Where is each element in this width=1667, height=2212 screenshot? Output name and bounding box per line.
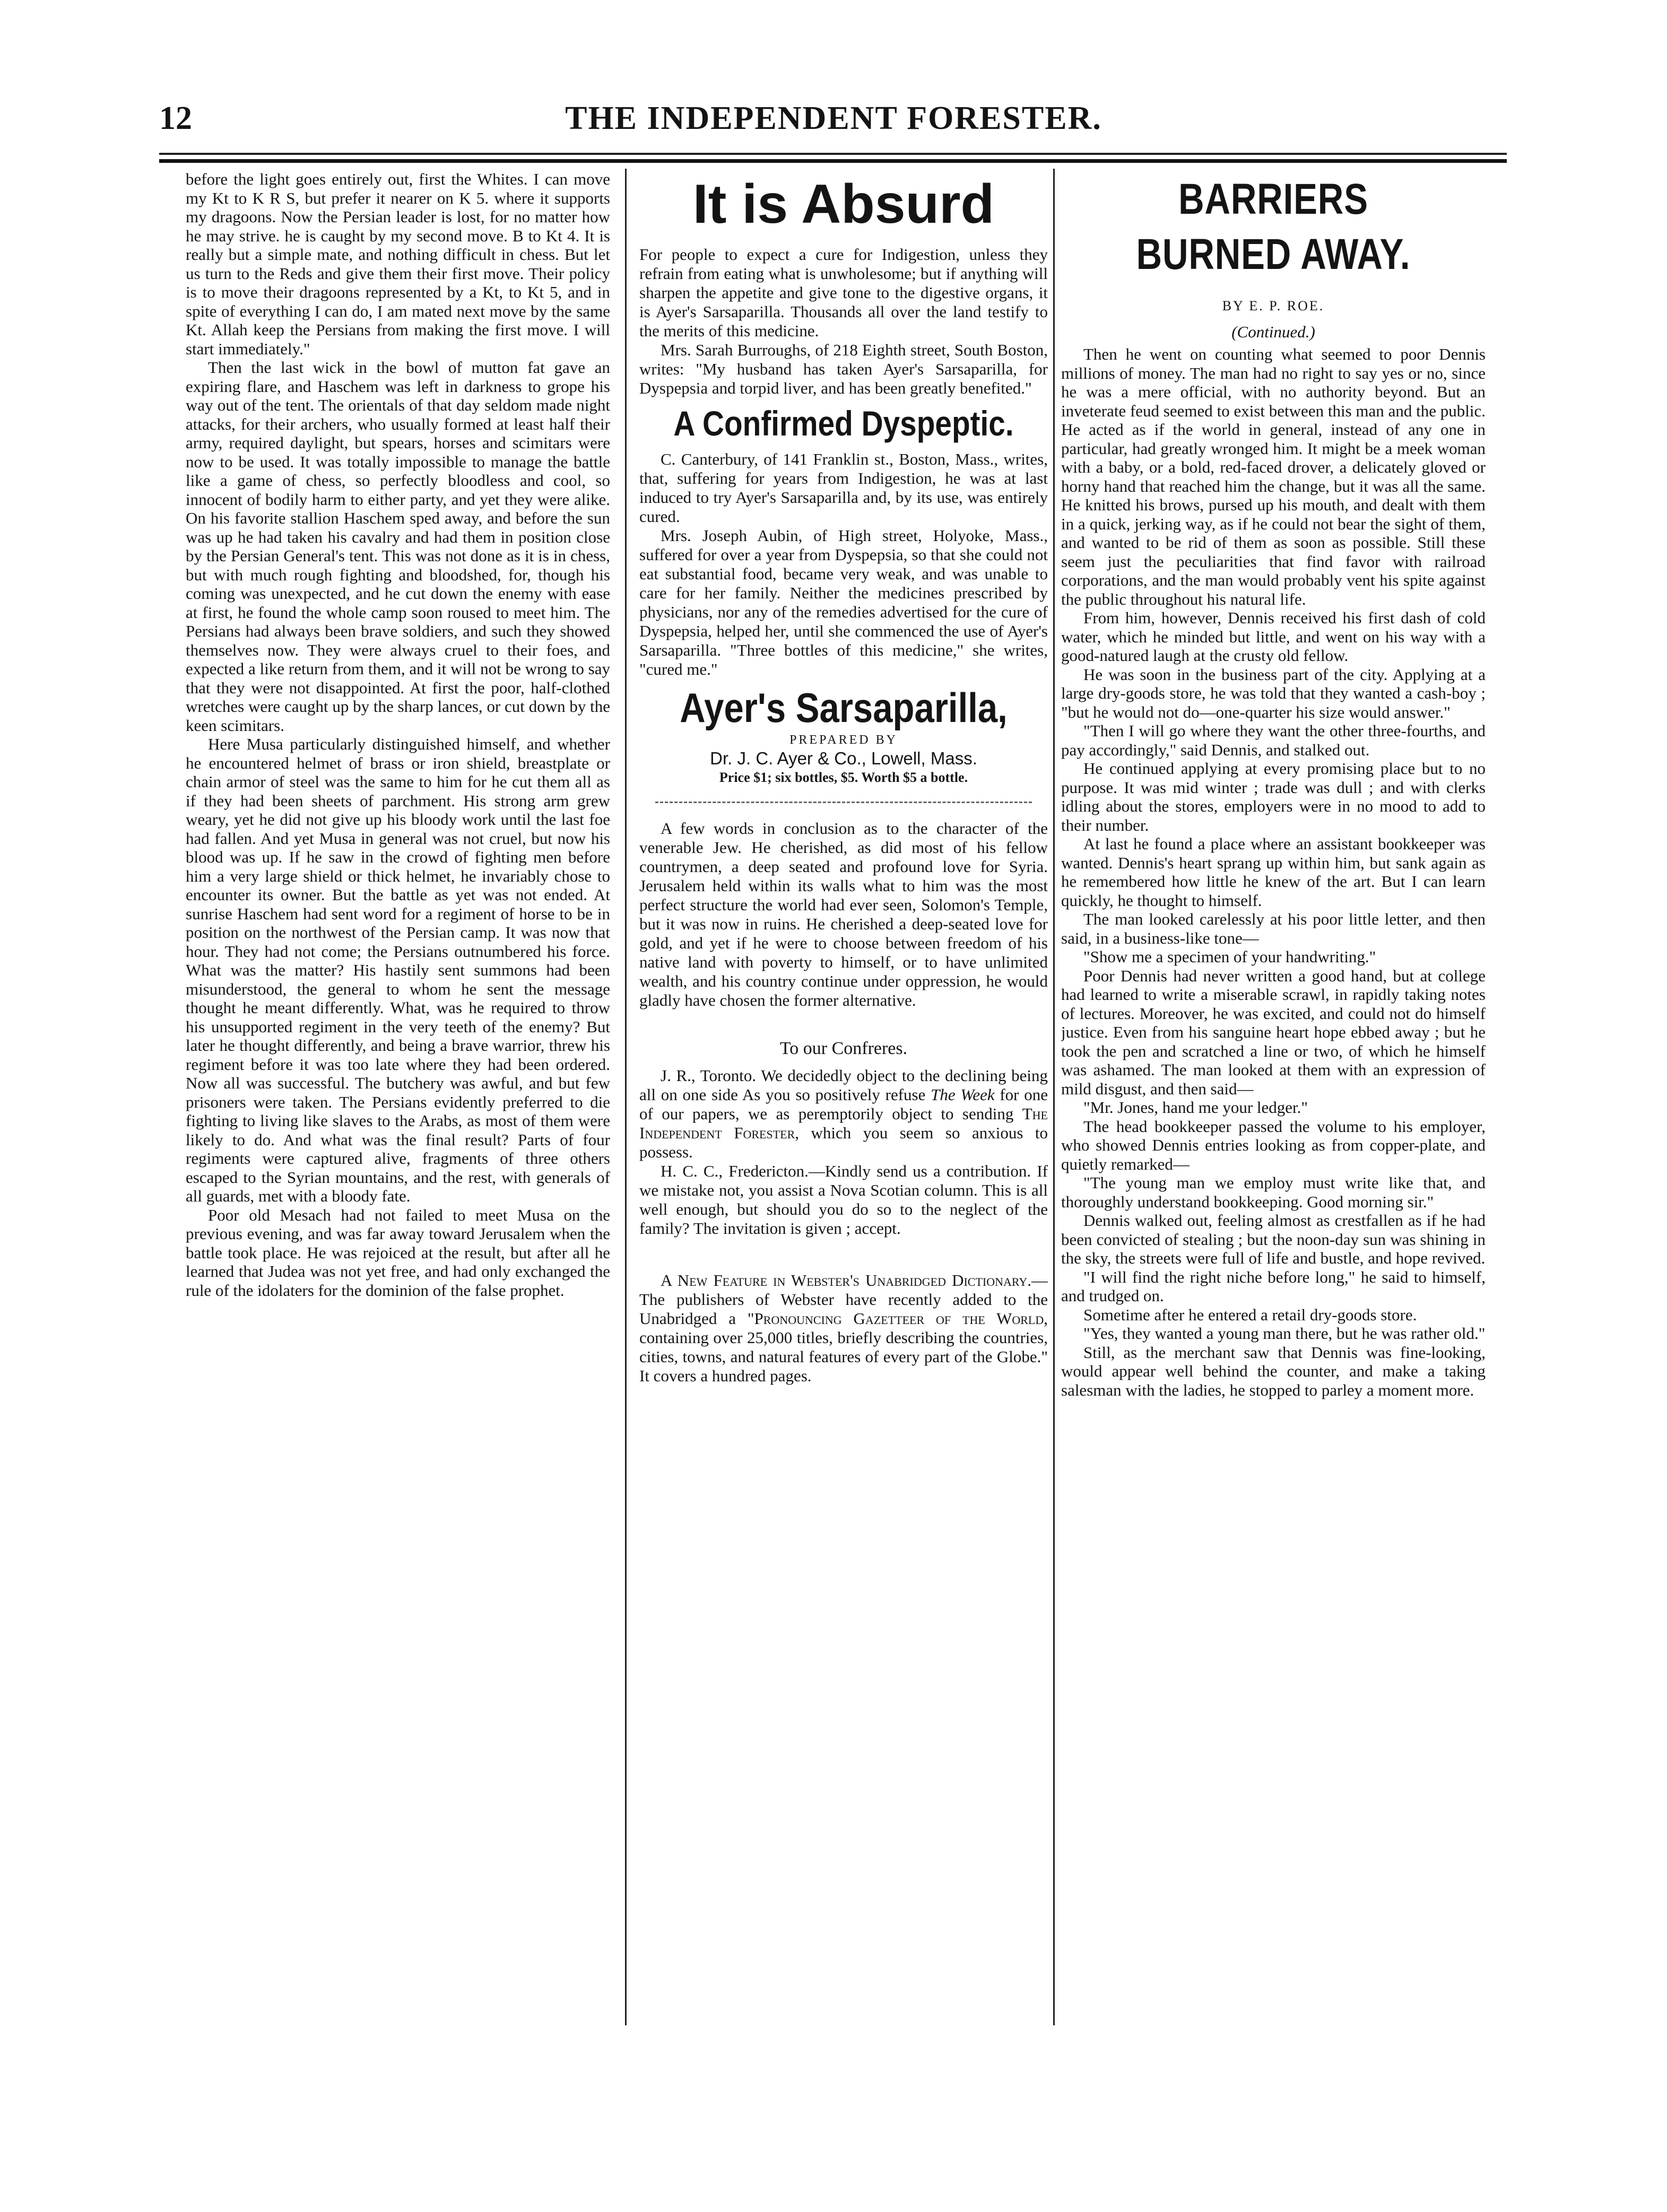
header-rule	[159, 153, 1507, 155]
column-divider	[625, 169, 627, 2025]
serial-paragraph: "Mr. Jones, hand me your ledger."	[1083, 1098, 1308, 1117]
ad-manufacturer: Dr. J. C. Ayer & Co., Lowell, Mass.	[710, 748, 977, 768]
ad-headline: It is Absurd	[692, 173, 995, 235]
serial-paragraph: At last he found a place where an assistant bookkeeper was wanted. Dennis's heart sprang up within him, but sank again as he remembered how little he knew of the art. But I can learn quickly, he thought to himself.	[1061, 834, 1486, 910]
webster-notice: A New Feature in Webster's Unabridged Dictionary.—The publishers of Webster have recently added to the Unabridged a "Pronouncing Gazetteer of the World, containing over 25,000 titles, briefly describing the countries, cities, towns, and natural features of every part of the Globe." It covers a hundred pages.	[639, 1271, 1048, 1385]
confreres-note: J. R., Toronto. We decidedly object to the declining being all on one side As you so positively refuse The Week for one of our papers, we as peremptorily object to sending The Independent Forester, which you seem so anxious to possess.	[639, 1066, 1048, 1161]
story-paragraph: before the light goes entirely out, first the Whites. I can move my Kt to K R S, but prefer it nearer on K 5. where it supports my dragoons. Now the Persian leader is lost, for no matter how he may strive. he is caught by my second move. B to Kt 4. It is really but a simple mate, and nothing difficult in chess. But let us turn to the Reds and give them their first move. Their policy is to move their dragoons represented by a Kt, to Kt 5, and in spite of everything I can do, I am mated next move by the same Kt. Allah keep the Persians from making the first move. I will start immediately."	[186, 170, 610, 358]
serial-paragraph: Sometime after he entered a retail dry-goods store.	[1083, 1305, 1417, 1324]
confreres-note: H. C. C., Fredericton.—Kindly send us a contribution. If we mistake not, you assist a Nova Scotian column. This is all well enough, but should you do so to the neglect of the family? The invitation is given ; accept.	[639, 1162, 1048, 1238]
page-number: 12	[159, 100, 192, 136]
ad-price: Price $1; six bottles, $5. Worth $5 a bottle.	[719, 770, 968, 785]
serial-paragraph: He continued applying at every promising place but to no purpose. It was mid winter ; trade was dull ; and with clerks idling about the stores, employers were in no mood to add to their number.	[1061, 759, 1486, 834]
serial-title: BARRIERS BURNED AWAY.	[1136, 175, 1411, 278]
story-column	[186, 170, 610, 2026]
serial-paragraph: "The young man we employ must write like that, and thoroughly understand bookkeeping. Good morning sir."	[1061, 1173, 1486, 1211]
sarsaparilla-advertisement	[639, 173, 1048, 786]
serial-paragraph: From him, however, Dennis received his first dash of cold water, which he minded but little, and went on his way with a good-natured laugh at the crusty old fellow.	[1061, 608, 1486, 665]
byline: BY E. P. ROE.	[1222, 298, 1325, 313]
serial-paragraph: The man looked carelessly at his poor little letter, and then said, in a business-like tone—	[1061, 910, 1486, 947]
serial-paragraph: "I will find the right niche before long," he said to himself, and trudged on.	[1061, 1267, 1486, 1305]
publication-title: The Week	[931, 1085, 995, 1104]
story-paragraph: Then the last wick in the bowl of mutton fat gave an expiring flare, and Haschem was left in darkness to grope his way out of the tent. The orientals of that day seldom made night attacks, for their archers, who usually formed at least half their army, required daylight, but spears, horses and scimitars were now to be used. It was totally impossible to manage the battle like a game of chess, so perfectly bloodless and cool, so innocent of bodily harm to either party, and yet they were alike. On his favorite stallion Haschem sped away, and before the sun was up he had taken his cavalry and had them in position close by the Persian General's tent. This was not done as it is in chess, but with much rough fighting and bloodshed, for, though his coming was unexpected, and he cut down the enemy with ease at first, he found the whole camp soon roused to meet him. The Persians had always been brave soldiers, and such they showed themselves now. They were always cruel to their foes, and expected a like return from them, and it will not be wrong to say that they were not disappointed. At first the poor, half-clothed wretches were caught up by the sharp lances, or cut down by the keen scimitars.	[186, 358, 610, 735]
serial-paragraph: "Then I will go where they want the other three-fourths, and pay accordingly," said Dennis, and stalked out.	[1061, 721, 1486, 759]
middle-column	[639, 170, 1048, 2026]
ad-subheadline: A Confirmed Dyspeptic.	[673, 404, 1014, 443]
header-rule-thick	[159, 159, 1507, 163]
ad-paragraph: Mrs. Sarah Burroughs, of 218 Eighth street, South Boston, writes: "My husband has taken Ayer's Sarsaparilla, for Dyspepsia and torpid liver, and has been greatly benefited."	[639, 341, 1048, 397]
confreres-heading: To our Confreres.	[779, 1039, 908, 1058]
ad-paragraph: Mrs. Joseph Aubin, of High street, Holyoke, Mass., suffered for over a year from Dyspepsia, so that she could not eat substantial food, became very weak, and was unable to care for her family. Neither the medicines prescribed by physicians, nor any of the remedies advertised for the cure of Dyspepsia, helped her, until she commenced the use of Ayer's Sarsaparilla. "Three bottles of this medicine," she writes, "cured me."	[639, 526, 1048, 678]
serial-paragraph: Then he went on counting what seemed to poor Dennis millions of money. The man had no right to say yes or no, since he was a mere official, with no authority beyond. But an inveterate feud seemed to exist between this man and the public. He acted as if the world in general, instead of any one in particular, had greatly wronged him. It might be a meek woman with a baby, or a bold, red-faced drover, a delicately gloved or horny hand that reached him the change, but it was all the same. He knitted his brows, pursed up his mouth, and dealt with them in a quick, jerking way, as if he could not bear the sight of them, and wanted to be rid of them as soon as possible. Still these seem just the peculiarities that find favor with railroad corporations, and the man would probably vent his spite against the public throughout his natural life.	[1061, 345, 1486, 608]
section-separator	[655, 802, 1032, 803]
column-divider	[1053, 169, 1055, 2025]
serial-paragraph: Dennis walked out, feeling almost as crestfallen as if he had been convicted of stealing ; but the noon-day sun was shining in the sky, the streets were full of life and bustle, and hope revived.	[1061, 1211, 1486, 1267]
notice-lead: A New Feature in Webster's Unabridged Dictionary.	[661, 1271, 1031, 1290]
serial-column	[1061, 170, 1486, 2026]
serial-paragraph: He was soon in the business part of the city. Applying at a large dry-goods store, he was told that they wanted a cash-boy ; "but he would not do—one-quarter his size would answer."	[1061, 665, 1486, 721]
serial-paragraph: "Show me a specimen of your handwriting."	[1083, 947, 1376, 966]
conclusion-paragraph: A few words in conclusion as to the character of the venerable Jew. He cherished, as did most of his fellow countrymen, a deep seated and profound love for Syria. Jerusalem held within its walls what to him was the most perfect structure the world had ever seen, Solomon's Temple, but it was now in ruins. He cherished a deep-seated love for gold, and yet if he were to choose between freedom of his native land with poverty to himself, or to have unlimited wealth, and his country continue under oppression, he would gladly have chosen the former alternative.	[639, 819, 1048, 1009]
serial-paragraph: Still, as the merchant saw that Dennis was fine-looking, would appear well behind the counter, and make a taking salesman with the ladies, he stopped to parley a moment more.	[1061, 1343, 1486, 1399]
continued-label: (Continued.)	[1231, 323, 1315, 341]
publication-title: The Independent Forester	[639, 1104, 1048, 1142]
ad-prepared-by: PREPARED BY	[789, 733, 898, 747]
serial-paragraph: Poor Dennis had never written a good hand, but at college had learned to write a miserable scrawl, in rapidly taking notes of lectures. Moreover, he was excited, and could not do himself justice. Even from his sanguine heart hope ebbed away ; but he took the pen and scratched a line or two, of which he himself was ashamed. The man looked at them with an expression of mild disgust, and then said—	[1061, 966, 1486, 1098]
serial-paragraph: "Yes, they wanted a young man there, but he was rather old."	[1083, 1324, 1486, 1343]
story-paragraph: Poor old Mesach had not failed to meet Musa on the previous evening, and was far away toward Jerusalem when the battle took place. He was rejoiced at the result, but after all he learned that Judea was not yet free, and had only exchanged the rule of the idolaters for the dominion of the false prophet.	[186, 1205, 610, 1300]
ad-paragraph: C. Canterbury, of 141 Franklin st., Boston, Mass., writes, that, suffering for years from Indigestion, he was at last induced to try Ayer's Sarsaparilla and, by its use, was entirely cured.	[639, 450, 1048, 526]
serial-paragraph: The head bookkeeper passed the volume to his employer, who showed Dennis entries looking as from copper-plate, and quietly remarked—	[1061, 1117, 1486, 1173]
ad-paragraph: For people to expect a cure for Indigestion, unless they refrain from eating what is unwholesome; but if anything will sharpen the appetite and give tone to the digestive organs, it is Ayer's Sarsaparilla. Thousands all over the land testify to the merits of this medicine.	[639, 245, 1048, 340]
masthead: THE INDEPENDENT FORESTER.	[565, 100, 1102, 136]
ad-product-name: Ayer's Sarsaparilla,	[680, 684, 1008, 731]
story-paragraph: Here Musa particularly distinguished himself, and whether he encountered helmet of brass or iron shield, breastplate or chain armor of steel was the same to him for he cut them all as if they had been sheets of parchment. His strong arm grew weary, yet he did not give up his bloody work until the last foe had fallen. And yet Musa in general was not cruel, but now his blood was up. If he saw in the crowd of fighting men before him a very large shield or thick helmet, he invariably chose to encounter its owner. But the battle as yet was not ended. At sunrise Haschem had sent word for a regiment of horse to be in position on the northwest of the Persian camp. It was now that hour. They had not come; the Persians outnumbered his force. What was the matter? His hastily sent summons had been misunderstood, the general to whom he sent the message thought he meant differently. What, was he required to throw his unsupported regiment in the very teeth of the enemy? But later he thought differently, and being a brave warrior, threw his regiment before it was too late where they had been ordered. Now all was successful. The butchery was awful, and but few prisoners were taken. The Persians evidently preferred to die fighting to living like slaves to the Arabs, as most of them were likely to do. And what was the final result? Parts of four regiments were captured alive, fragments of three others escaped to the Syrian mountains, and the rest, with generals of all guards, met with a bloody fate.	[186, 735, 610, 1205]
